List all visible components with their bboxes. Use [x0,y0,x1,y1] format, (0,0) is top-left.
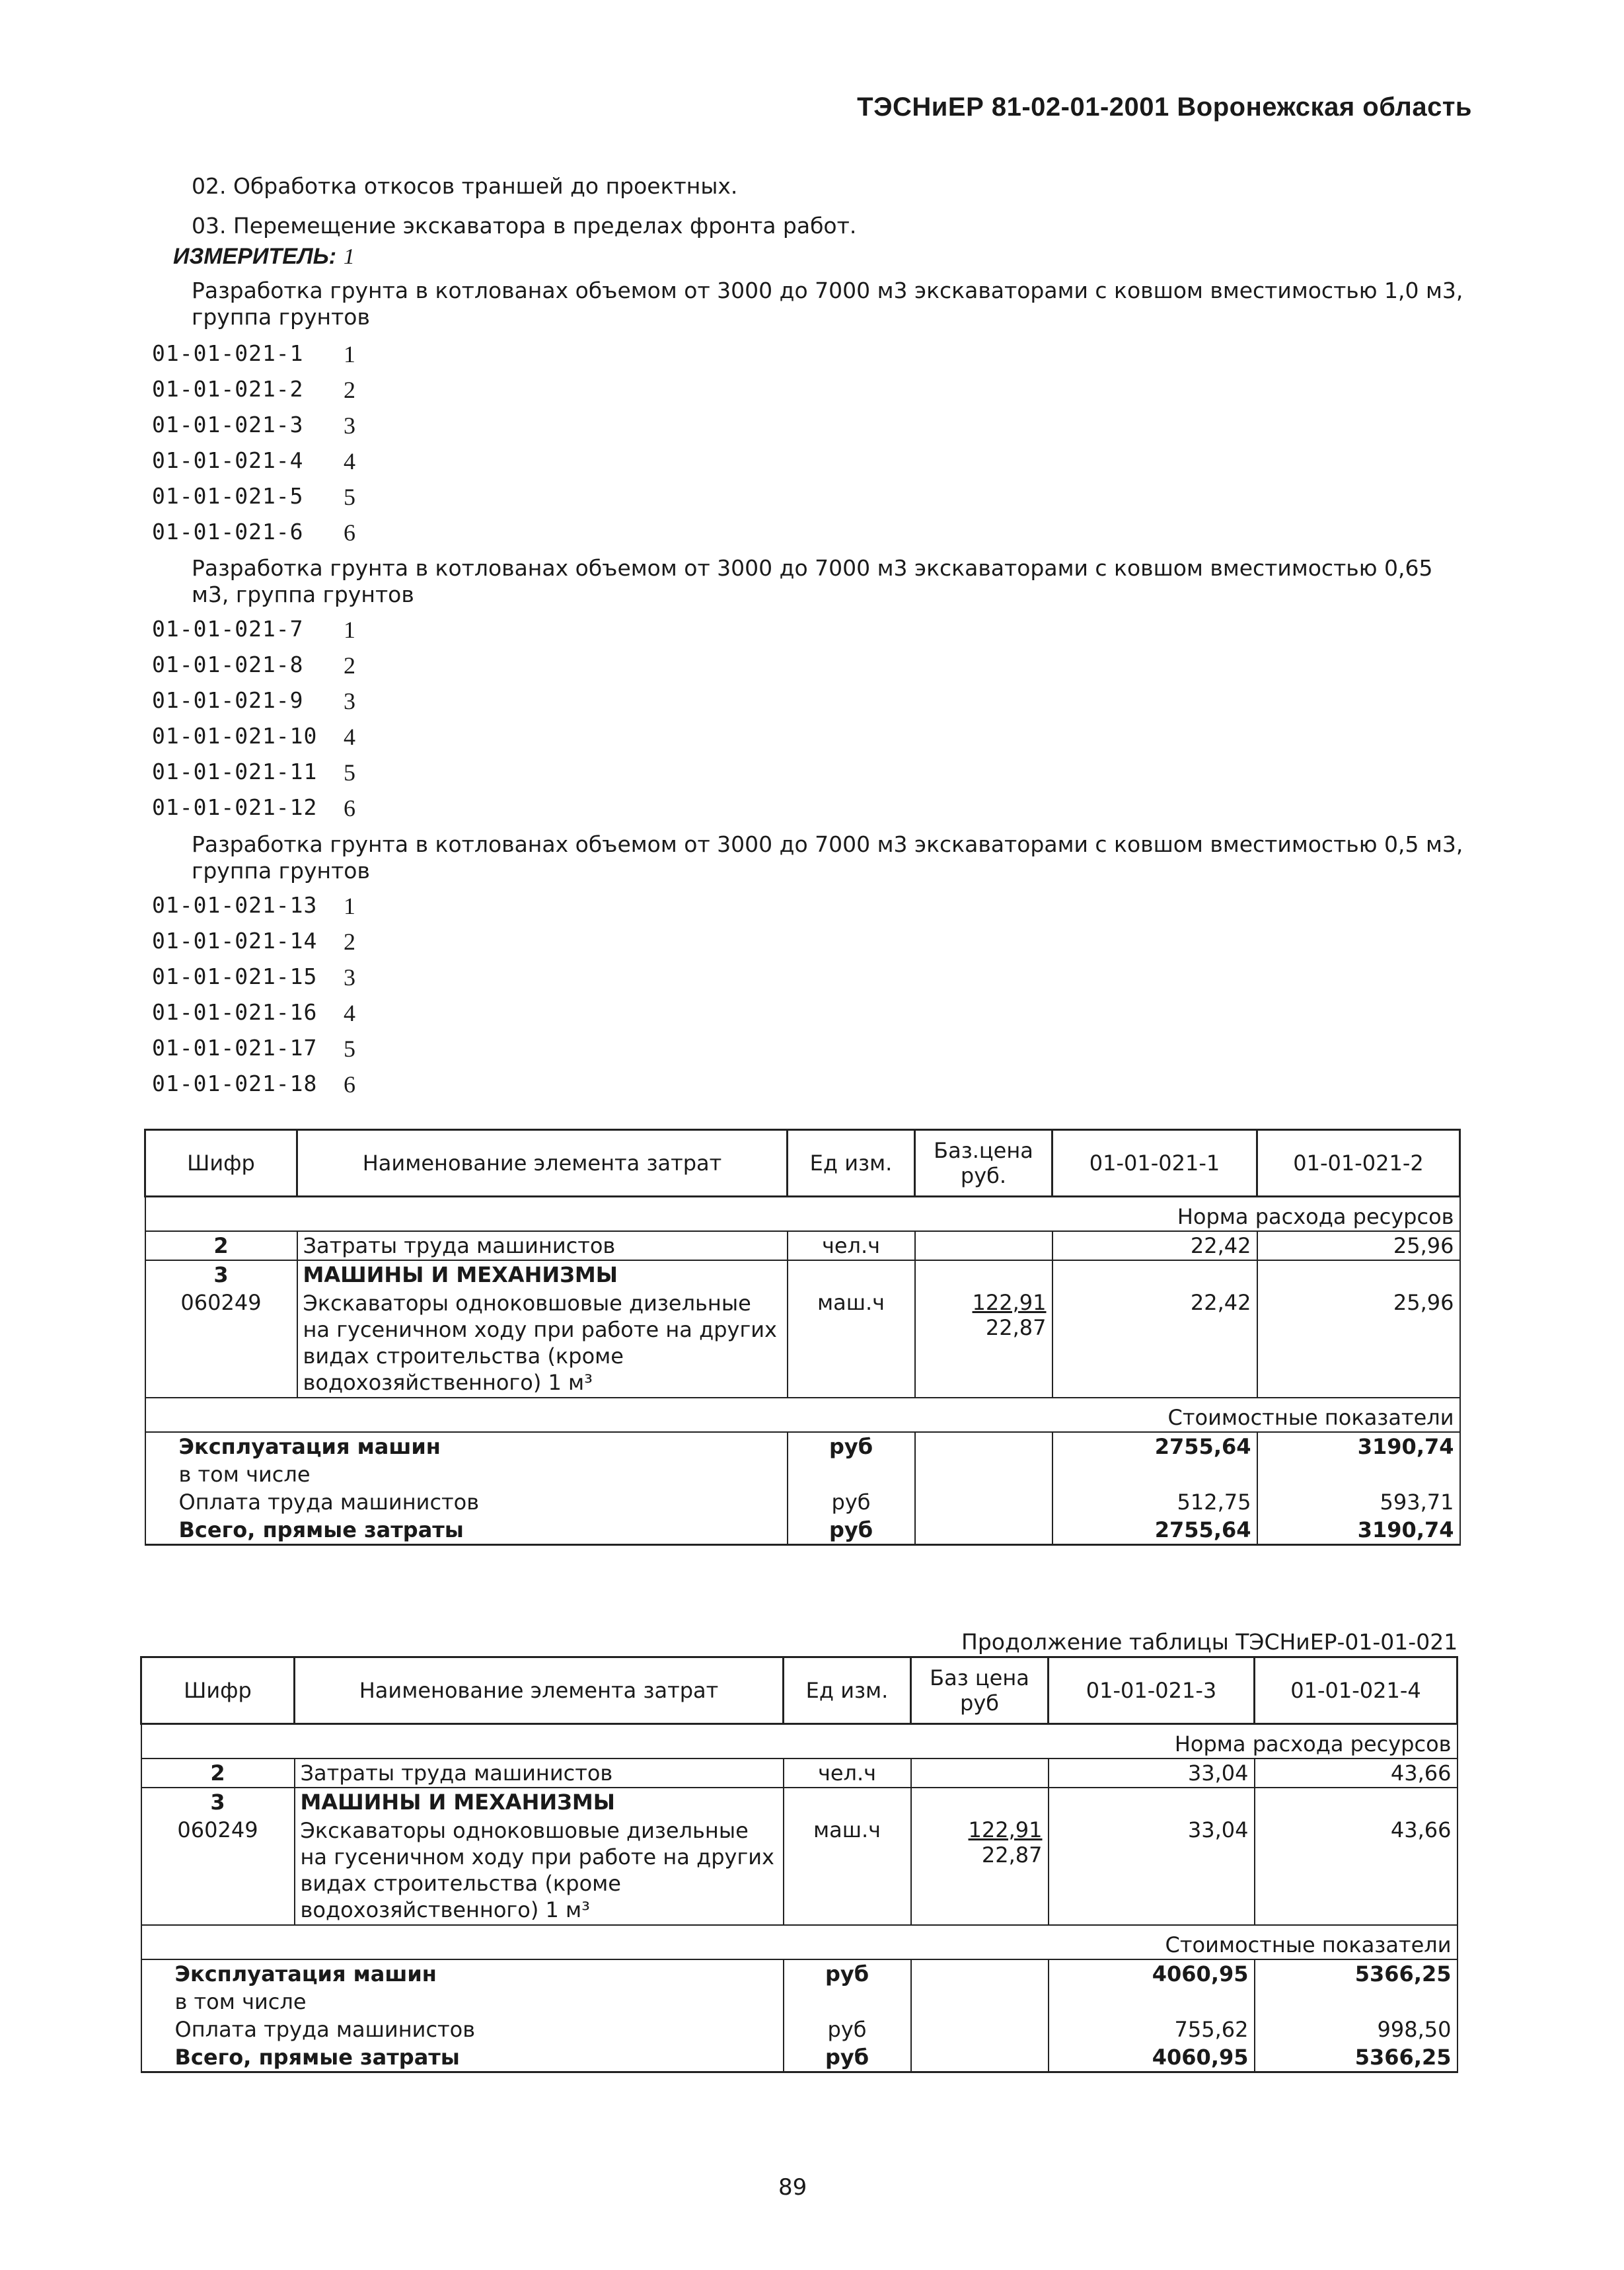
code-value: 01-01-021-3 [152,412,304,437]
code-value: 01-01-021-1 [152,340,304,366]
cell-value: 22,42 [1052,1289,1257,1398]
code-row [152,687,356,714]
cost-unit [788,1460,915,1488]
cell-value: 25,96 [1257,1289,1460,1398]
cost-empty [911,2016,1049,2043]
cost-v2: 3190,74 [1257,1432,1460,1460]
code-value: 01-01-021-17 [152,1035,318,1061]
measure-line [173,243,355,270]
code-row [152,759,356,786]
cell-unit: маш.ч [788,1289,915,1398]
code-number: 1 [344,341,356,367]
block-description: Разработка грунта в котлованах объемом от 3000 до 7000 м3 экскаваторами с ковшом вместимостью 0,65 м3, группа грунтов [192,555,1433,607]
cost-row [141,1988,1458,2016]
cell-price [915,1289,1052,1398]
table-row [141,1816,1458,1925]
cost-unit: руб [784,2043,911,2072]
cost-row [141,1959,1458,1988]
cell-value: 33,04 [1049,1759,1255,1788]
cost-unit: руб [784,1959,911,1988]
column-header: Шифр [145,1130,297,1197]
cost-v2 [1257,1460,1460,1488]
cell-name: Экскаваторы одноковшовые дизельные на гусеничном ходу при работе на других видах строительства (кроме водохозяйственного) 1 м³ [295,1816,784,1925]
code-number: 2 [344,377,356,403]
cost-name: Эксплуатация машин [145,1432,788,1460]
cell-code: 060249 [141,1816,295,1925]
code-row [152,1035,356,1062]
cost-v1: 755,62 [1049,2016,1255,2043]
code-value: 01-01-021-11 [152,759,318,784]
table-row [145,1289,1460,1398]
block-description: Разработка грунта в котлованах объемом от 3000 до 7000 м3 экскаваторами с ковшом вместимостью 1,0 м3, группа грунтов [192,278,1463,330]
code-row [152,483,356,510]
cost-v1 [1052,1460,1257,1488]
code-row [152,794,356,821]
cost-name: Оплата труда машинистов [141,2016,784,2043]
cell-value: 25,96 [1257,1231,1460,1260]
code-value: 01-01-021-5 [152,483,304,509]
cost-name: в том числе [141,1988,784,2016]
table-header-row [145,1130,1460,1197]
cost-empty [911,1959,1049,1988]
cost-v2: 593,71 [1257,1488,1460,1516]
cost-v1: 4060,95 [1049,1959,1255,1988]
code-number: 2 [344,928,356,955]
code-number: 5 [344,484,356,510]
code-row [152,616,356,643]
column-header: Ед изм. [788,1130,915,1197]
column-header: Шифр [141,1657,295,1724]
code-value: 01-01-021-13 [152,892,318,918]
code-number: 3 [344,412,356,439]
cost-v1 [1049,1988,1255,2016]
cost-row [145,1432,1460,1460]
column-header: Наименование элемента затрат [297,1130,788,1197]
cost-row [145,1488,1460,1516]
cost-unit: руб [788,1516,915,1545]
cost-row [145,1460,1460,1488]
cell-price [911,1759,1049,1788]
cell-value: 33,04 [1049,1816,1255,1925]
code-number: 5 [344,759,356,786]
resource-table [144,1129,1461,1546]
cost-v2: 998,50 [1255,2016,1458,2043]
cell-code: 2 [141,1759,295,1788]
cost-v1: 2755,64 [1052,1432,1257,1460]
price-wage: 22,87 [981,1842,1043,1868]
table-row [145,1260,1460,1289]
cell-price [915,1231,1052,1260]
cost-name: Всего, прямые затраты [141,2043,784,2072]
cost-v2: 5366,25 [1255,1959,1458,1988]
cell-code: 3 [141,1788,295,1816]
table-row [141,1788,1458,1816]
code-row [152,412,356,439]
cell-unit: чел.ч [788,1231,915,1260]
code-number: 4 [344,1000,356,1026]
resource-table [140,1656,1458,2073]
cost-v2: 3190,74 [1257,1516,1460,1545]
code-row [152,999,356,1026]
code-row [152,376,356,403]
continuation-title: Продолжение таблицы ТЭСНиЕР-01-01-021 [961,1629,1458,1655]
cost-empty [915,1432,1052,1460]
cell-unit: маш.ч [784,1816,911,1925]
cost-row [141,2016,1458,2043]
column-header: 01-01-021-1 [1052,1130,1257,1197]
cost-row [145,1516,1460,1545]
code-number: 2 [344,652,356,679]
cell-code: 2 [145,1231,297,1260]
column-header: 01-01-021-4 [1255,1657,1458,1724]
cost-name: Всего, прямые затраты [145,1516,788,1545]
code-value: 01-01-021-9 [152,687,304,713]
measure-value: 1 [343,245,355,269]
code-value: 01-01-021-6 [152,519,304,545]
column-header: 01-01-021-3 [1049,1657,1255,1724]
code-number: 3 [344,964,356,991]
page-number: 89 [778,2174,807,2201]
operation-line: 02. Обработка откосов траншей до проектных. [192,173,738,199]
price-wage: 22,87 [985,1315,1047,1340]
code-value: 01-01-021-12 [152,794,318,820]
code-number: 6 [344,519,356,546]
norm-section-label: Норма расхода ресурсов [145,1197,1460,1232]
cost-empty [915,1488,1052,1516]
table-row [141,1759,1458,1788]
operation-line: 03. Перемещение экскаватора в пределах фронта работ. [192,213,857,239]
norm-section-label: Норма расхода ресурсов [141,1724,1458,1759]
cost-v1: 512,75 [1052,1488,1257,1516]
column-header: Баз цена руб [911,1657,1049,1724]
cell-name: Экскаваторы одноковшовые дизельные на гусеничном ходу при работе на других видах строительства (кроме водохозяйственного) 1 м³ [297,1289,788,1398]
code-row [152,892,356,919]
cost-empty [915,1460,1052,1488]
cost-unit: руб [784,2016,911,2043]
measure-label: ИЗМЕРИТЕЛЬ: [173,244,337,269]
code-row [152,340,356,367]
code-number: 6 [344,1071,356,1098]
cell-unit: чел.ч [784,1759,911,1788]
cost-unit: руб [788,1432,915,1460]
cell-code: 3 [145,1260,297,1289]
code-number: 1 [344,617,356,643]
code-row [152,519,356,546]
cell-code: 060249 [145,1289,297,1398]
block-description: Разработка грунта в котлованах объемом от 3000 до 7000 м3 экскаваторами с ковшом вместимостью 0,5 м3, группа грунтов [192,831,1463,884]
cost-unit [784,1988,911,2016]
code-row [152,928,356,955]
code-value: 01-01-021-7 [152,616,304,642]
code-value: 01-01-021-15 [152,964,318,989]
cost-v1: 2755,64 [1052,1516,1257,1545]
code-value: 01-01-021-10 [152,723,318,749]
column-header: Ед изм. [784,1657,911,1724]
cell-name: Затраты труда машинистов [295,1759,784,1788]
code-value: 01-01-021-18 [152,1071,318,1096]
code-number: 5 [344,1036,356,1062]
cost-row [141,2043,1458,2072]
code-number: 3 [344,688,356,714]
cost-v1: 4060,95 [1049,2043,1255,2072]
price-value: 122,91 [968,1817,1043,1842]
column-header: 01-01-021-2 [1257,1130,1460,1197]
table-row [145,1231,1460,1260]
document-header: ТЭСНиЕР 81-02-01-2001 Воронежская область [857,93,1472,122]
code-row [152,447,356,474]
cost-name: Эксплуатация машин [141,1959,784,1988]
cost-v2: 5366,25 [1255,2043,1458,2072]
code-value: 01-01-021-2 [152,376,304,402]
price-value: 122,91 [972,1290,1047,1315]
cell-value: 43,66 [1255,1816,1458,1925]
column-header: Наименование элемента затрат [295,1657,784,1724]
cost-empty [911,2043,1049,2072]
code-number: 6 [344,795,356,821]
cost-unit: руб [788,1488,915,1516]
cell-name: МАШИНЫ И МЕХАНИЗМЫ [295,1788,784,1816]
code-row [152,1071,356,1098]
code-number: 1 [344,893,356,919]
cell-name: МАШИНЫ И МЕХАНИЗМЫ [297,1260,788,1289]
cost-section-label: Стоимостные показатели [141,1925,1458,1959]
code-number: 4 [344,448,356,474]
cost-empty [915,1516,1052,1545]
column-header: Баз.цена руб. [915,1130,1052,1197]
cost-name: в том числе [145,1460,788,1488]
cell-value: 43,66 [1255,1759,1458,1788]
code-value: 01-01-021-14 [152,928,318,954]
code-number: 4 [344,724,356,750]
code-row [152,723,356,750]
cell-price [911,1816,1049,1925]
cost-name: Оплата труда машинистов [145,1488,788,1516]
code-row [152,652,356,679]
cost-v2 [1255,1988,1458,2016]
cost-section-label: Стоимостные показатели [145,1398,1460,1432]
code-value: 01-01-021-4 [152,447,304,473]
cell-value: 22,42 [1052,1231,1257,1260]
code-row [152,964,356,991]
code-value: 01-01-021-16 [152,999,318,1025]
table-header-row [141,1657,1458,1724]
cost-empty [911,1988,1049,2016]
cell-name: Затраты труда машинистов [297,1231,788,1260]
code-value: 01-01-021-8 [152,652,304,677]
